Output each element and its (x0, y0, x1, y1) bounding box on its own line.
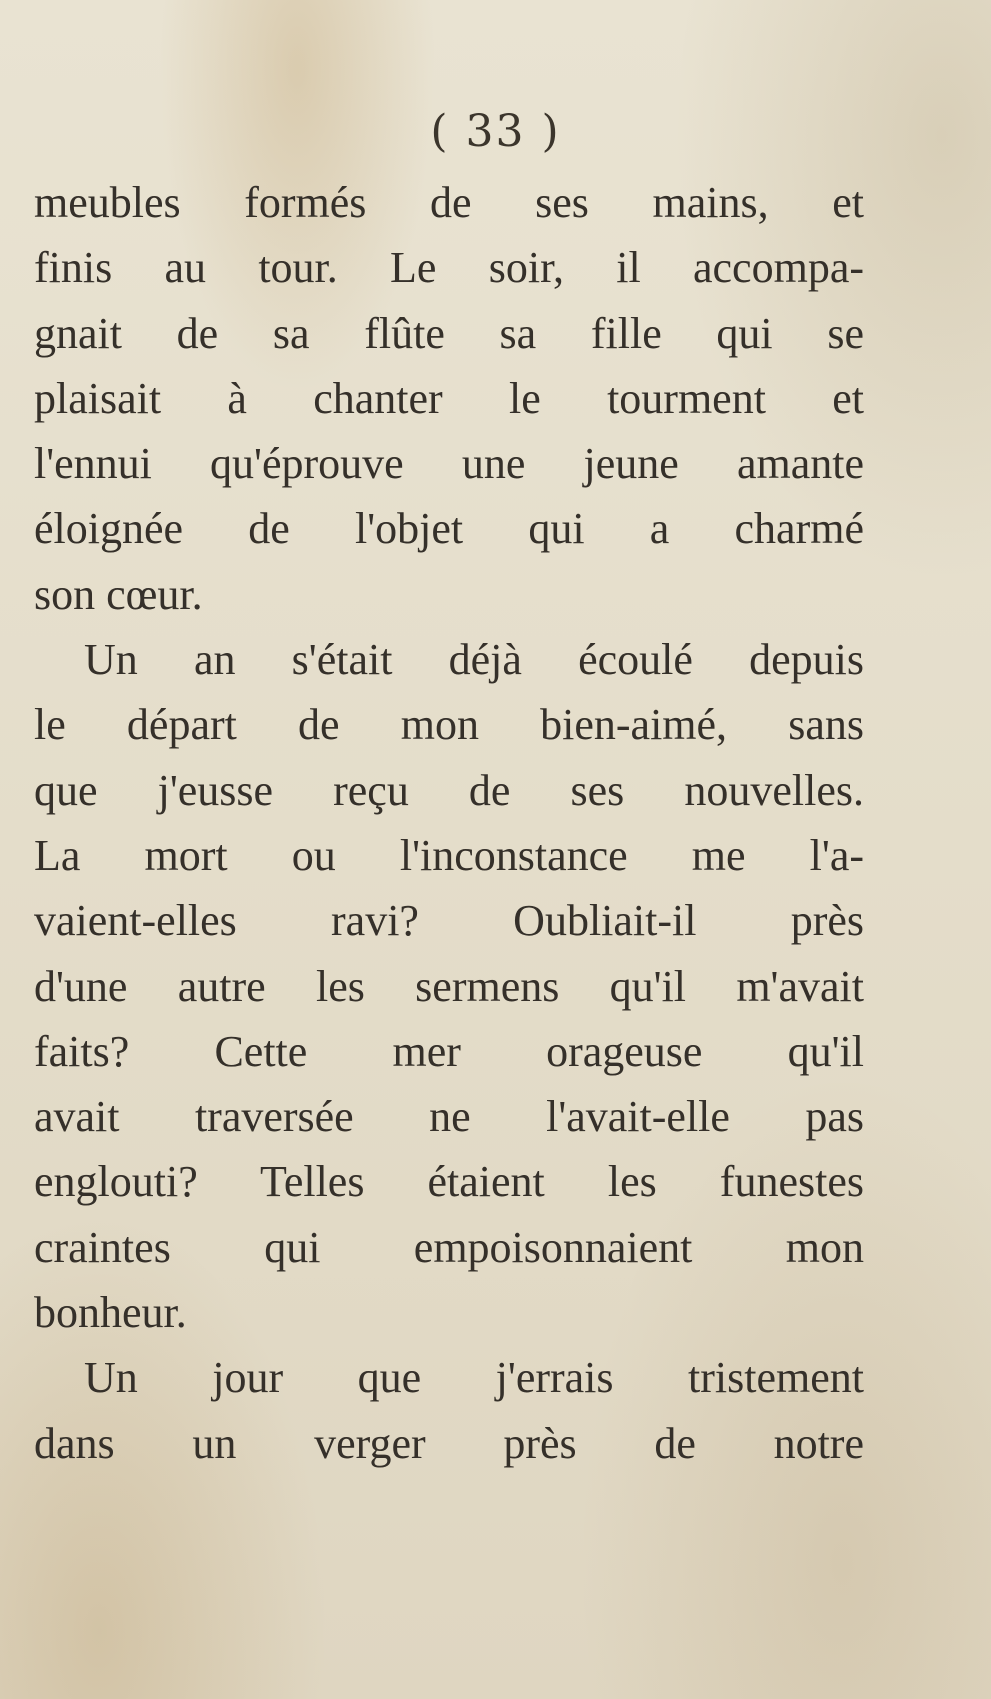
text-line: l'ennui qu'éprouve une jeune amante (34, 439, 864, 489)
text-line: gnait de sa flûte sa fille qui se (34, 308, 864, 358)
text-line: englouti? Telles étaient les funestes (34, 1157, 864, 1207)
text-line: bonheur. (34, 1288, 187, 1338)
text-line: le départ de mon bien-aimé, sans (34, 700, 864, 750)
body-text (34, 170, 864, 1476)
text-line: finis au tour. Le soir, il accompa- (34, 243, 864, 293)
paragraph-start-line: Un jour que j'errais tristement (84, 1353, 864, 1403)
text-line: craintes qui empoisonnaient mon (34, 1222, 864, 1272)
text-line: d'une autre les sermens qu'il m'avait (34, 961, 864, 1011)
page-number: ( 33 ) (430, 106, 561, 157)
text-line: éloignée de l'objet qui a charmé (34, 504, 864, 554)
text-line: faits? Cette mer orageuse qu'il (34, 1026, 864, 1076)
text-line: La mort ou l'inconstance me l'a- (34, 830, 864, 880)
text-line: avait traversée ne l'avait-elle pas (34, 1092, 864, 1142)
text-line: dans un verger près de notre (34, 1418, 864, 1468)
text-line: meubles formés de ses mains, et (34, 178, 864, 227)
text-line: plaisait à chanter le tourment et (34, 373, 864, 423)
text-line: que j'eusse reçu de ses nouvelles. (34, 765, 864, 815)
paragraph-start-line: Un an s'était déjà écoulé depuis (84, 635, 864, 685)
text-line: vaient-elles ravi? Oubliait-il près (34, 896, 864, 946)
text-line: son cœur. (34, 569, 203, 619)
